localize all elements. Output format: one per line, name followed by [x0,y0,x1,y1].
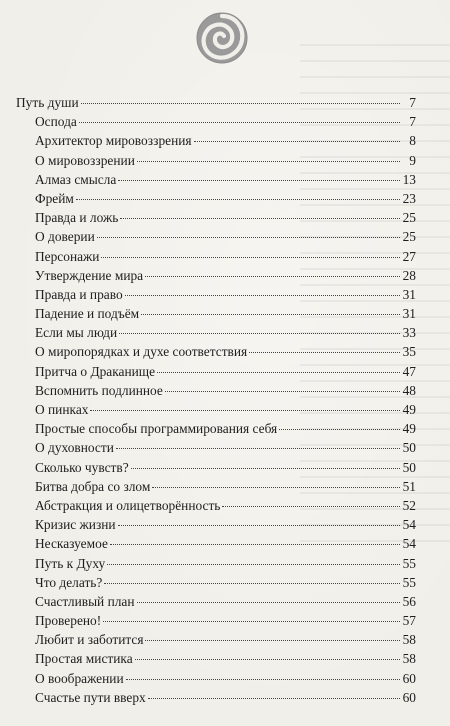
toc-entry-title: Притча о Драканище [35,363,156,379]
toc-entry-page-number: 55 [402,555,416,571]
toc-entry-title: О миропорядках и духе соответствия [35,344,248,360]
dot-leader [222,505,400,507]
toc-entry-page-number: 13 [402,171,416,187]
toc-entry-title: О воображении [35,670,124,686]
toc-entry [16,554,416,573]
toc-entry [16,477,416,496]
dot-leader [126,678,400,680]
toc-entry-page-number: 48 [402,382,416,398]
toc-entry-page-number: 57 [402,613,416,629]
dot-leader [125,294,400,296]
toc-entry-page-number: 27 [402,248,416,264]
toc-entry-page-number: 25 [402,229,416,245]
toc-entry-page-number: 8 [409,133,416,149]
toc-entry [16,151,416,170]
toc-entry-page-number: 47 [402,363,416,379]
toc-entry-title: Вспомнить подлинное [35,382,163,398]
dot-leader [118,524,400,526]
toc-entry [16,266,416,285]
dot-leader [119,332,400,334]
dot-leader [107,563,400,565]
toc-entry [16,227,416,246]
toc-entry [16,208,416,227]
toc-entry [16,515,416,534]
toc-entry-title: Проверено! [35,613,102,629]
toc-entry [16,170,416,189]
toc-entry [16,534,416,553]
dot-leader [135,658,400,660]
dot-leader [249,351,400,353]
toc-entry [16,419,416,438]
toc-entry-title: Битва добра со злом [35,478,151,494]
toc-entry-title: О мировоззрении [35,152,135,168]
toc-entry-title: Путь души [16,95,79,110]
dot-leader [120,217,400,219]
dot-leader [141,313,400,315]
toc-entry [16,400,416,419]
dot-leader [145,639,400,641]
toc-entry-title: Путь к Духу [35,555,106,571]
toc-entry [16,381,416,400]
toc-entry-page-number: 31 [402,306,416,322]
toc-entry-title: Что делать? [35,574,103,590]
toc-entry-title: О доверии [35,229,95,245]
dot-leader [194,140,400,142]
toc-entry-title: О духовности [35,440,114,456]
dot-leader [79,121,400,123]
toc-entry-title: Любит и заботится [35,632,144,648]
dot-leader [279,428,400,430]
toc-entry-page-number: 60 [402,670,416,686]
toc-entry-page-number: 33 [402,325,416,341]
dot-leader [137,601,400,603]
toc-entry [16,323,416,342]
dot-leader [104,582,400,584]
toc-entry-title: Правда и ложь [35,210,119,226]
toc-entry-page-number: 50 [402,459,416,475]
toc-entry-page-number: 58 [402,632,416,648]
toc-entry-title: Архитектор мировоззрения [35,133,192,149]
dot-leader [90,409,400,411]
toc-entry [16,496,416,515]
toc-entry-page-number: 55 [402,574,416,590]
toc-entry [16,669,416,688]
toc-entry-title: Падение и подъём [35,306,140,322]
dot-leader [152,486,400,488]
toc-entry [16,342,416,361]
dot-leader [157,371,400,373]
toc-entry-title: Абстракция и олицетворённость [35,497,221,513]
toc-entry-page-number: 60 [402,689,416,705]
toc-entry [16,93,416,112]
toc-entry-title: Счастье пути вверх [35,689,146,705]
toc-entry-title: Сколько чувств? [35,459,129,475]
toc-entry-page-number: 25 [402,210,416,226]
toc-entry-page-number: 28 [402,267,416,283]
toc-entry [16,630,416,649]
toc-entry [16,285,416,304]
dot-leader [118,179,400,181]
toc-entry-page-number: 58 [402,651,416,667]
toc-entry-title: Несказуемое [35,536,108,552]
toc-entry [16,438,416,457]
toc-entry [16,458,416,477]
dot-leader [103,620,400,622]
dot-leader [165,390,400,392]
toc-entry-title: Утверждение мира [35,267,144,283]
toc-entry [16,611,416,630]
toc-entry-title: Кризис жизни [35,517,116,533]
dot-leader [97,236,400,238]
toc-entry-page-number: 9 [409,152,416,168]
toc-entry-title: Если мы люди [35,325,118,341]
toc-entry [16,189,416,208]
toc-entry-page-number: 7 [409,114,416,130]
toc-entry-title: Простая мистика [35,651,133,667]
spiral-logo-icon [196,12,248,64]
toc-entry-page-number: 51 [402,478,416,494]
toc-entry-page-number: 52 [402,497,416,513]
toc-entry-title: Простые способы программирования себя [35,421,278,437]
toc-entry-title: О пинках [35,402,89,417]
toc-entry [16,362,416,381]
toc-entry [16,247,416,266]
toc-entry-page-number: 31 [402,286,416,302]
toc-entry-page-number: 54 [402,517,416,533]
toc-entry [16,649,416,668]
toc-entry-page-number: 54 [402,536,416,552]
dot-leader [76,198,400,200]
dot-leader [116,447,400,449]
dot-leader [101,256,400,258]
toc-entry-page-number: 49 [402,421,416,437]
toc-entry-page-number: 7 [409,95,416,110]
toc-entry-page-number: 35 [402,344,416,360]
dot-leader [81,102,400,104]
toc-entry [16,112,416,131]
dot-leader [137,160,400,162]
toc-entry-page-number: 56 [402,593,416,609]
toc-entry-title: Фрейм [35,190,74,206]
toc-entry [16,304,416,323]
dot-leader [145,275,400,277]
dot-leader [131,467,400,469]
dot-leader [148,697,400,699]
toc-entry [16,131,416,150]
toc-entry-title: Алмаз смысла [35,171,117,187]
toc-entry-title: Счастливый план [35,593,135,609]
toc-entry [16,592,416,611]
toc-entry-page-number: 49 [402,402,416,417]
toc-entry-page-number: 50 [402,440,416,456]
toc-entry-title: Правда и право [35,286,123,302]
toc-entry-title: Персонажи [35,248,100,264]
toc-entry-page-number: 23 [402,190,416,206]
table-of-contents [16,93,416,707]
toc-entry [16,688,416,707]
dot-leader [110,543,400,545]
toc-entry [16,573,416,592]
toc-entry-title: Осподa [35,114,77,130]
